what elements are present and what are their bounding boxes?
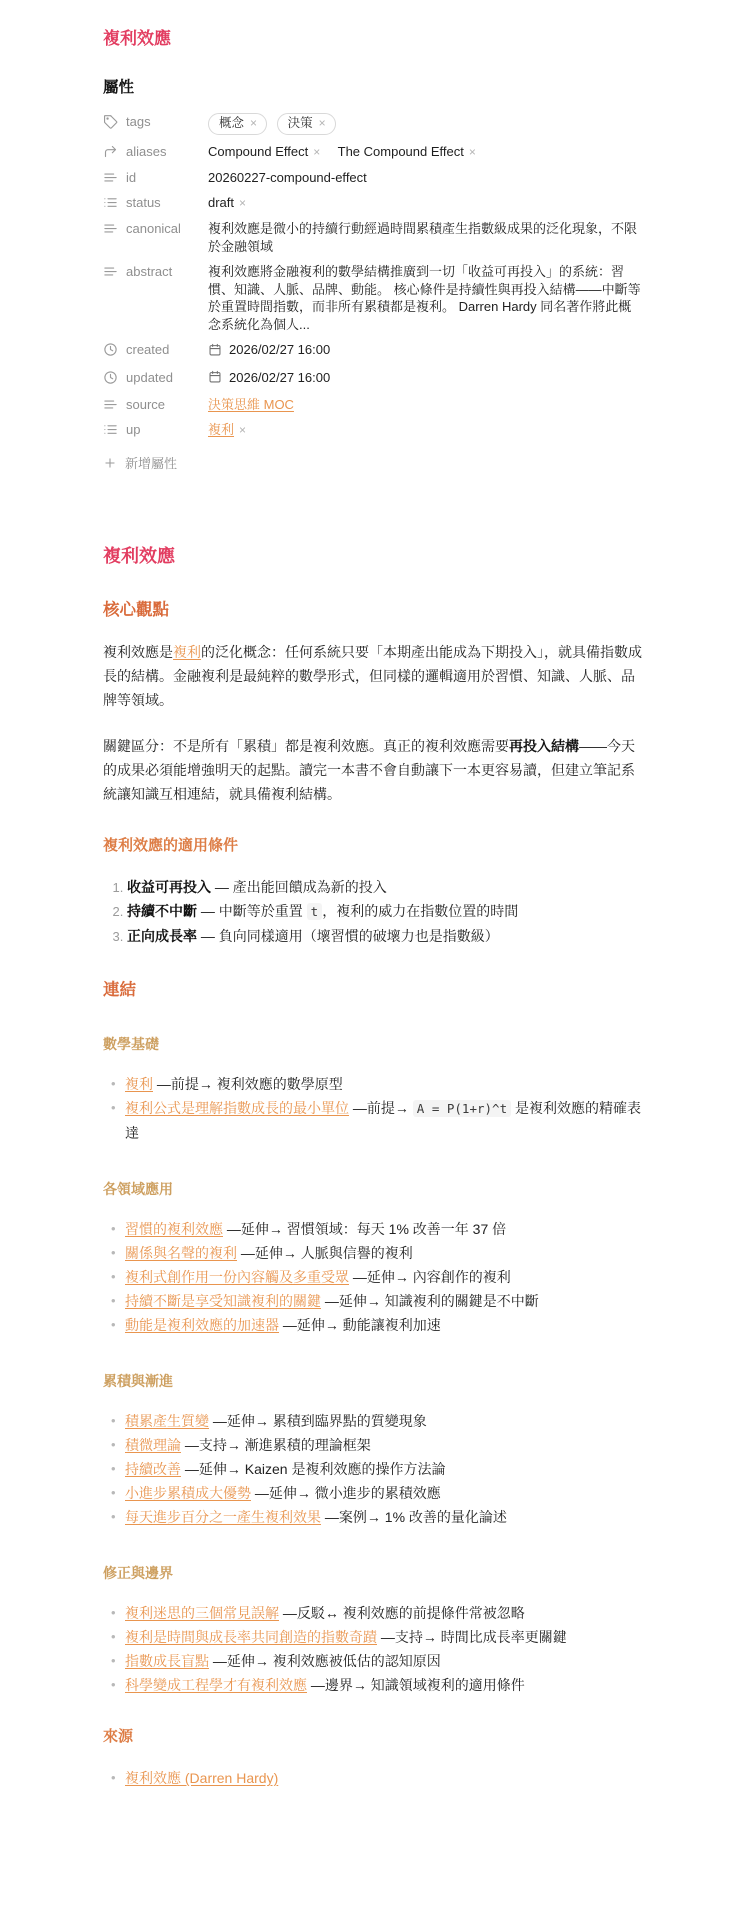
tag-icon [103,114,118,129]
link-list [103,1409,642,1529]
text-icon [103,264,118,279]
note-link[interactable]: 複利效應 (Darren Hardy) [125,1770,279,1786]
note-link[interactable]: 關係與名聲的複利 [125,1245,237,1261]
link-list-item [111,1457,642,1481]
property-row-up [103,421,642,439]
group-heading: 數學基礎 [103,1036,159,1052]
note-content [103,542,642,1790]
link-list [103,1601,642,1697]
group-heading: 修正與邊界 [103,1565,173,1581]
relation-description: 習慣領域：每天 1% 改善一年 37 倍 [286,1221,507,1237]
relation-description: 知識領域複利的適用條件 [370,1677,525,1693]
canonical-value[interactable]: 複利效應是微小的持續行動經過時間累積產生指數級成果的泛化現象，不限於金融領域 [208,221,638,254]
relation-label: —案例→ [324,1509,381,1525]
link-list-item [111,1481,642,1505]
property-row-tags [103,113,642,135]
relation-description: 漸進累積的理論框架 [244,1437,371,1453]
note-link[interactable]: 每天進步百分之一產生複利效果 [125,1509,321,1525]
updated-date-text: 2026/02/27 16:00 [229,369,331,385]
relation-label: —支持→ [184,1437,241,1453]
inline-code: A = P(1+r)^t [413,1100,511,1117]
text-icon [103,397,118,412]
relation-label: —前提→ [156,1076,213,1092]
property-key-label: created [126,342,170,357]
property-value[interactable] [208,341,642,361]
alias-label: The Compound Effect [337,144,464,159]
relation-description: 是複利效應的精確表達 [125,1100,641,1141]
condition-item: 2. 持續不中斷 — 中斷等於重置 t ，複利的威力在指數位置的時間 [127,899,642,924]
remove-tag-icon[interactable]: × [318,116,326,130]
relation-label: —延伸→ [212,1413,269,1429]
paragraph-text: 關鍵區分：不是所有「累積」都是複利效應。真正的複利效應需要 [103,738,509,754]
link-group-domains [103,1179,642,1337]
source-link[interactable]: 決策思維 MOC [208,397,294,412]
relation-description: 複利效應的數學原型 [216,1076,343,1092]
relation-label: —邊界→ [310,1677,367,1693]
link-list-item [111,1625,642,1649]
link-list-item [111,1241,642,1265]
property-value[interactable] [208,143,642,161]
remove-up-icon[interactable]: × [239,423,247,437]
property-key-label: id [126,170,137,185]
link-list-item [111,1289,642,1313]
condition-lead: 持續不中斷 [127,903,197,919]
property-key-label: canonical [126,221,181,236]
relation-label: —延伸→ [254,1485,311,1501]
property-key[interactable] [103,113,208,129]
relation-label: —延伸→ [240,1245,297,1261]
add-property-label: 新增屬性 [125,456,178,471]
abstract-value[interactable]: 複利效應將金融複利的數學結構推廣到一切「收益可再投入」的系統：習慣、知識、人脈、品牌、動能。 核心條件是持續性與再投入結構——中斷等於重置時間指數，而非所有累積都是複利。 Darren Hardy 同名著作將此概念系統化為個人... [208,264,641,332]
tag-pill[interactable] [277,113,336,135]
inline-title[interactable]: 複利效應 [103,29,171,48]
section-sources-heading: 來源 [103,1728,134,1745]
relation-description: 複利效應的前提條件常被忽略 [342,1605,525,1621]
alias-chip[interactable] [208,144,320,159]
property-key[interactable] [103,263,208,279]
note-link[interactable]: 動能是複利效應的加速器 [125,1317,279,1333]
link-list-item [111,1096,642,1145]
clock-icon [103,370,118,385]
property-key[interactable] [103,369,208,385]
link-list-item [111,1766,642,1790]
content-title: 複利效應 [103,546,175,566]
relation-label: —延伸→ [212,1653,269,1669]
remove-alias-icon[interactable]: × [468,145,476,159]
condition-lead: 收益可再投入 [127,879,211,895]
link-group-math [103,1034,642,1145]
tag-pill[interactable] [208,113,267,135]
inline-code: t [307,903,323,920]
text-icon [103,221,118,236]
property-key-label: tags [126,114,151,129]
list-icon [103,195,118,210]
property-row-abstract [103,263,642,333]
note-link[interactable]: 積累產生質變 [125,1413,209,1429]
property-key-label: aliases [126,144,167,159]
note-link[interactable]: 小進步累積成大優勢 [125,1485,251,1501]
alias-label: Compound Effect [208,144,309,159]
up-link[interactable]: 複利 [208,422,235,437]
link-list-item [111,1217,642,1241]
note-link[interactable]: 持續不斷是享受知識複利的關鍵 [125,1293,321,1309]
property-key-label: source [126,397,166,412]
property-row-status [103,194,642,212]
property-value[interactable] [208,421,642,439]
property-row-source [103,396,642,413]
note-link[interactable]: 科學變成工程學才有複利效應 [125,1677,307,1693]
section-links-heading: 連結 [103,981,136,999]
date-value[interactable] [208,369,330,386]
status-value: draft [208,195,235,210]
link-group-boundaries [103,1563,642,1697]
relation-description: Kaizen 是複利效應的操作方法論 [244,1461,446,1477]
list-icon [103,422,118,437]
properties-list [103,113,642,439]
link-list-item [111,1072,642,1096]
relation-description: 時間比成長率更關鍵 [440,1629,567,1645]
relation-description: 複利效應被低估的認知原因 [272,1653,441,1669]
link-list [103,1072,642,1145]
tag-pill-label: 決策 [287,116,313,130]
property-value[interactable] [208,169,642,186]
paragraph-text: 複利效應是 [103,644,173,660]
calendar-icon [208,343,222,357]
relation-description: 內容創作的複利 [412,1269,511,1285]
date-value[interactable] [208,341,330,358]
property-row-created [103,341,642,361]
property-key[interactable] [103,220,208,236]
paragraph-text: ——今天的成果必須能增強明天的起點。讀完一本書不會自動讓下一本更容易讀，但建立筆記系統讓知識互相連結，就具備複利結構。 [103,738,635,802]
link-list-item [111,1409,642,1433]
relation-label: —延伸→ [282,1317,339,1333]
remove-tag-icon[interactable]: × [250,116,258,130]
relation-label: —延伸→ [184,1461,241,1477]
paragraph-text: 的泛化概念：任何系統只要「本期產出能成為下期投入」，就具備指數成長的結構。金融複利是最純粹的數學形式，但同樣的邏輯適用於習慣、知識、人脈、品牌等領域。 [103,644,642,708]
property-value[interactable] [208,396,642,413]
link-list-item [111,1601,642,1625]
relation-description: 微小進步的累積效應 [314,1485,441,1501]
link-list-item [111,1433,642,1457]
property-key-label: status [126,195,161,210]
condition-item: 3. 正向成長率 — 負向同樣適用（壞習慣的破壞力也是指數級） [127,924,642,948]
property-row-id [103,169,642,186]
group-heading: 各領域應用 [103,1181,173,1197]
link-list-item [111,1265,642,1289]
note-link[interactable]: 複利是時間與成長率共同創造的指數奇蹟 [125,1629,377,1645]
text-icon [103,170,118,185]
relation-description: 1% 改善的量化論述 [384,1509,507,1525]
note-link[interactable]: 持續改善 [125,1461,181,1477]
relation-label: —延伸→ [352,1269,409,1285]
link-group-accumulation [103,1371,642,1529]
relation-label: —支持→ [380,1629,437,1645]
property-key[interactable] [103,143,208,159]
link-list-item [111,1673,642,1697]
property-key-label: abstract [126,264,173,279]
link-list-item [111,1649,642,1673]
property-key[interactable] [103,341,208,357]
sources-list [103,1766,642,1790]
note-link[interactable]: 複利式創作用一份內容觸及多重受眾 [125,1269,349,1285]
tag-pill-label: 概念 [219,116,245,130]
relation-label: —反駁↔ [282,1605,339,1621]
relation-description: 人脈與信譽的複利 [300,1245,413,1261]
section-core-heading: 核心觀點 [103,601,169,619]
property-value[interactable] [208,194,642,212]
core-paragraph-1 [103,640,642,712]
note-link[interactable]: 積微理論 [125,1437,181,1453]
core-paragraph-2 [103,734,642,806]
add-property-button[interactable] [103,453,642,472]
remove-status-icon[interactable]: × [239,196,247,210]
property-row-canonical [103,220,642,255]
note-link[interactable]: 複利迷思的三個常見誤解 [125,1605,279,1621]
relation-description: 動能讓複利加速 [342,1317,441,1333]
condition-lead: 正向成長率 [127,928,197,944]
group-heading: 累積與漸進 [103,1373,173,1389]
property-row-aliases [103,143,642,161]
clock-icon [103,342,118,357]
property-row-updated [103,369,642,389]
property-key[interactable] [103,421,208,437]
alias-chip[interactable] [338,144,476,159]
property-key-label: updated [126,369,173,385]
link-list-item [111,1313,642,1337]
conditions-list [103,875,642,948]
condition-item: 1. 收益可再投入 — 產出能回饋成為新的投入 [127,875,642,899]
bold-text: 再投入結構 [509,738,579,754]
section-conditions-heading: 複利效應的適用條件 [103,837,239,854]
note-link[interactable]: 複利 [173,644,201,660]
properties-heading: 屬性 [103,79,135,96]
relation-label: —延伸→ [324,1293,381,1309]
id-value: 20260227-compound-effect [208,170,367,185]
property-value[interactable] [208,369,642,389]
link-list [103,1217,642,1337]
remove-alias-icon[interactable]: × [313,145,321,159]
note-link[interactable]: 複利 [125,1076,153,1092]
property-key[interactable] [103,194,208,210]
property-key-label: up [126,422,141,437]
relation-description: 知識複利的關鍵是不中斷 [384,1293,539,1309]
note-link[interactable]: 習慣的複利效應 [125,1221,223,1237]
created-date-text: 2026/02/27 16:00 [229,342,331,357]
relation-label: —延伸→ [226,1221,283,1237]
note-link[interactable]: 指數成長盲點 [125,1653,209,1669]
property-value[interactable] [208,113,642,135]
corner-arrow-icon [103,144,118,159]
calendar-icon [208,370,222,384]
plus-icon [103,456,117,470]
relation-label: —前提→ [352,1100,409,1116]
property-key[interactable] [103,169,208,185]
property-key[interactable] [103,396,208,412]
link-list-item [111,1505,642,1529]
relation-description: 累積到臨界點的質變現象 [272,1413,427,1429]
note-link[interactable]: 複利公式是理解指數成長的最小單位 [125,1100,349,1116]
